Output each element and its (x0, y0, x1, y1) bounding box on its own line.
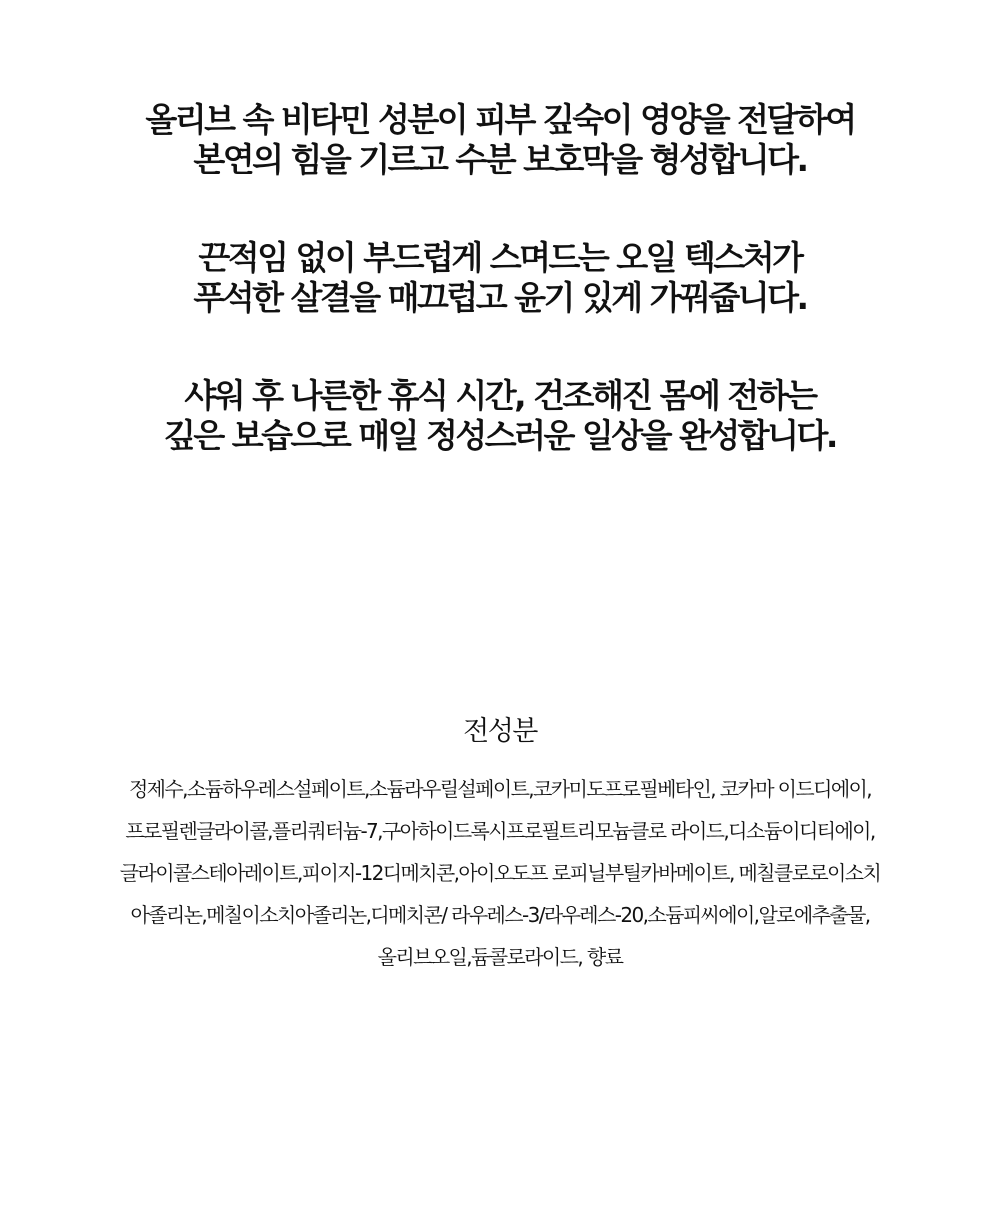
ingredients-line: 정제수,소듐하우레스설페이트,소듐라우릴설페이트,코카미도프로필베타인, 코카마 이드디에이, (128, 777, 872, 801)
ingredients-title: 전성분 (463, 716, 537, 747)
ingredients-section (0, 712, 1000, 978)
intro-line: 푸석한 살결을 매끄럽고 윤기 있게 가꿔줍니다. (193, 278, 807, 317)
ingredients-line: 올리브오일,듐콜로라이드, 향료 (377, 945, 623, 969)
intro-line: 샤워 후 나른한 휴식 시간, 건조해진 몸에 전하는 (184, 376, 816, 415)
intro-line: 올리브 속 비타민 성분이 피부 깊숙이 영양을 전달하여 (145, 100, 855, 139)
intro-paragraph-2 (0, 238, 1000, 318)
ingredients-line: 글라이콜스테아레이트,피이지-12디메치콘,아이오도프 로피닐부틸카바메이트, 메칠클로로이소치 (119, 861, 881, 885)
intro-line: 본연의 힘을 기르고 수분 보호막을 형성합니다. (193, 140, 807, 179)
intro-section (0, 100, 1000, 514)
intro-line: 끈적임 없이 부드럽게 스며드는 오일 텍스처가 (198, 238, 802, 277)
ingredients-line: 아졸리논,메칠이소치아졸리논,디메치콘/ 라우레스-3/라우레스-20,소듐피씨에이,알로에추출물, (130, 903, 870, 927)
intro-line: 깊은 보습으로 매일 정성스러운 일상을 완성합니다. (164, 416, 836, 455)
intro-paragraph-1 (0, 100, 1000, 180)
intro-paragraph-3 (0, 376, 1000, 456)
ingredients-line: 프로필렌글라이콜,플리쿼터늄-7,구아하이드록시프로필트리모늄클로 라이드,디소듐이디티에이, (125, 819, 875, 843)
